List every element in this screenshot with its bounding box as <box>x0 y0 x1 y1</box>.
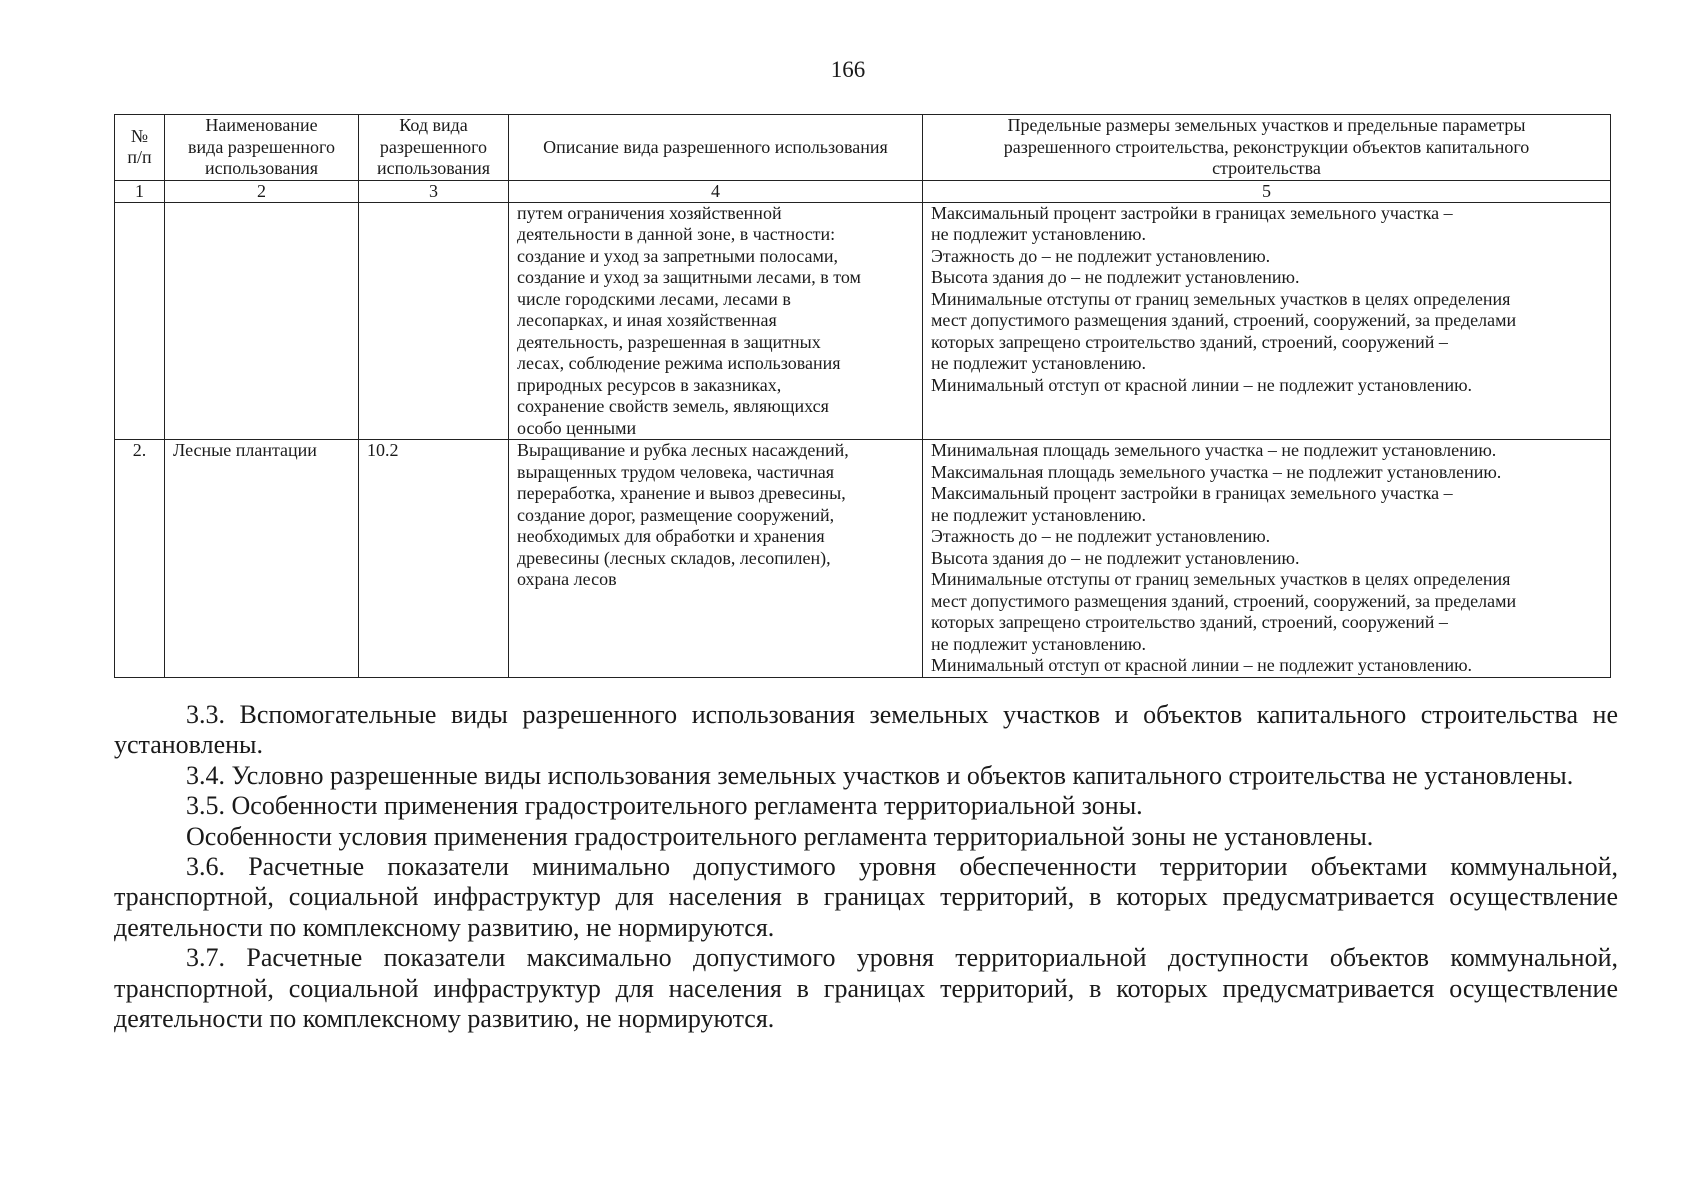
body-text <box>114 700 1618 1034</box>
regulation-table <box>114 114 1611 678</box>
table-row <box>115 202 1611 440</box>
row-number <box>115 202 165 440</box>
header-name: Наименование вида разрешенного использования <box>165 115 359 181</box>
column-number: 4 <box>509 180 923 202</box>
header-num: № п/п <box>115 115 165 181</box>
page-number: 166 <box>830 57 866 82</box>
column-number: 1 <box>115 180 165 202</box>
row-name <box>165 202 359 440</box>
paragraph: 3.4. Условно разрешенные виды использования земельных участков и объектов капитального строительства не установлены. <box>186 760 1574 790</box>
column-number: 3 <box>359 180 509 202</box>
column-number: 2 <box>165 180 359 202</box>
row-limits: Максимальный процент застройки в границах земельного участка – не подлежит установлению. Этажность до – не подлежит установлению. Высота здания до – не подлежит установлению. Минимальные отступы от границ земельных участков в целях определения мест допустимого размещения зданий, строений, сооружений, за пределами которых запрещено строительство зданий, строений, сооружений – не подлежит установлению. Минимальный отступ от красной линии – не подлежит установлению. <box>923 202 1611 440</box>
header-code: Код вида разрешенного использования <box>359 115 509 181</box>
table-row <box>115 440 1611 678</box>
row-limits: Минимальная площадь земельного участка – не подлежит установлению. Максимальная площадь земельного участка – не подлежит установлению. Максимальный процент застройки в границах земельного участка – не подлежит установлению. Этажность до – не подлежит установлению. Высота здания до – не подлежит установлению. Минимальные отступы от границ земельных участков в целях определения мест допустимого размещения зданий, строений, сооружений, за пределами которых запрещено строительство зданий, строений, сооружений – не подлежит установлению. Минимальный отступ от красной линии – не подлежит установлению. <box>923 440 1611 678</box>
row-code <box>359 202 509 440</box>
column-numbers-row <box>115 180 1611 202</box>
row-code: 10.2 <box>359 440 509 678</box>
paragraph: 3.6. Расчетные показатели минимально допустимого уровня обеспеченности территории объектами коммунальной, транспортной, социальной инфраструктур для населения в границах территорий, в которых предусматривается осуществление деятельности по комплексному развитию, не нормируются. <box>114 852 1618 942</box>
paragraph: Особенности условия применения градостроительного регламента территориальной зоны не установлены. <box>186 821 1374 851</box>
header-limits: Предельные размеры земельных участков и предельные параметры разрешенного строительства, реконструкции объектов капитального строительства <box>923 115 1611 181</box>
header-description: Описание вида разрешенного использования <box>509 115 923 181</box>
row-description: Выращивание и рубка лесных насаждений, выращенных трудом человека, частичная переработка, хранение и вывоз древесины, создание дорог, размещение сооружений, необходимых для обработки и хранения древесины (лесных складов, лесопилен), охрана лесов <box>509 440 923 678</box>
table-header-row <box>115 115 1611 181</box>
paragraph: 3.3. Вспомогательные виды разрешенного использования земельных участков и объектов капитального строительства не установлены. <box>114 700 1618 760</box>
column-number: 5 <box>923 180 1611 202</box>
paragraph: 3.5. Особенности применения градостроительного регламента территориальной зоны. <box>186 791 1143 821</box>
row-number: 2. <box>115 440 165 678</box>
paragraph: 3.7. Расчетные показатели максимально допустимого уровня территориальной доступности объектов коммунальной, транспортной, социальной инфраструктур для населения в границах территорий, в которых предусматривается осуществление деятельности по комплексному развитию, не нормируются. <box>114 943 1618 1034</box>
row-name: Лесные плантации <box>165 440 359 678</box>
row-description: путем ограничения хозяйственной деятельности в данной зоне, в частности: создание и уход за запретными полосами, создание и уход за защитными лесами, в том числе городскими лесами, лесами в лесопарках, и иная хозяйственная деятельность, разрешенная в защитных лесах, соблюдение режима использования природных ресурсов в заказниках, сохранение свойств земель, являющихся особо ценными <box>509 202 923 440</box>
